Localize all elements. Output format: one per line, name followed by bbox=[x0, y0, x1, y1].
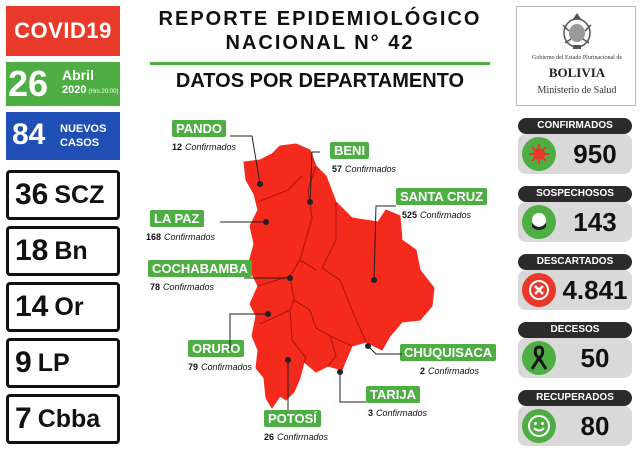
bolivia-map bbox=[140, 110, 510, 455]
dept-abbr: Cbba bbox=[37, 404, 101, 433]
stat-body bbox=[518, 202, 632, 242]
confirmed-word: Confirmados bbox=[277, 432, 329, 442]
dept-new-count: 18 bbox=[15, 234, 49, 267]
confirmed-word: Confirmados bbox=[163, 282, 215, 292]
dept-count-potosi bbox=[264, 432, 328, 442]
logo-country: BOLIVIA bbox=[548, 65, 606, 80]
dept-count-value: 525 bbox=[402, 210, 418, 220]
dept-abbr: Bn bbox=[54, 236, 88, 265]
dept-new-count: 36 bbox=[15, 178, 49, 211]
dept-count-value: 57 bbox=[332, 164, 343, 174]
logo-gov-text: Gobierno del Estado Plurinacional de bbox=[532, 55, 622, 61]
dept-new-count: 9 bbox=[15, 346, 32, 379]
smile-icon bbox=[522, 409, 556, 443]
title-divider bbox=[150, 62, 490, 65]
new-cases-count: 84 bbox=[12, 118, 46, 151]
new-cases-label-1: NUEVOS bbox=[60, 123, 107, 135]
confirmed-word: Confirmados bbox=[201, 362, 253, 372]
stat-card-confirmados bbox=[512, 118, 636, 180]
dept-count-value: 2 bbox=[420, 366, 426, 376]
confirmed-word: Confirmados bbox=[428, 366, 480, 376]
stat-body bbox=[518, 134, 632, 174]
ribbon-icon bbox=[522, 341, 556, 375]
dept-new-cases-box bbox=[6, 282, 120, 332]
date-hour: (Hrs.20:00) bbox=[88, 89, 119, 95]
dept-count-value: 168 bbox=[146, 232, 162, 242]
stat-value: 4.841 bbox=[562, 275, 628, 305]
stat-body bbox=[518, 406, 632, 446]
confirmed-word: Confirmados bbox=[164, 232, 216, 242]
stat-label: SOSPECHOSOS bbox=[518, 186, 632, 202]
dept-abbr: Or bbox=[54, 292, 84, 321]
dept-count-la-paz bbox=[146, 232, 215, 242]
date-day: 26 bbox=[8, 63, 49, 104]
dept-new-cases-box bbox=[6, 226, 120, 276]
dept-count-pando bbox=[172, 142, 236, 152]
title-line-1: REPORTE EPIDEMIOLÓGICO bbox=[158, 8, 482, 30]
dept-count-value: 3 bbox=[368, 408, 374, 418]
dept-new-count: 14 bbox=[15, 290, 49, 323]
stat-card-sospechosos bbox=[512, 186, 636, 248]
dept-label-beni: BENI bbox=[330, 142, 369, 159]
dept-label-potosi: POTOSÍ bbox=[264, 410, 321, 427]
dept-label-tarija: TARIJA bbox=[366, 386, 420, 403]
dept-new-cases-box bbox=[6, 394, 120, 444]
stat-label: CONFIRMADOS bbox=[518, 118, 632, 134]
dept-count-chuquisaca bbox=[420, 366, 479, 376]
stat-card-decesos bbox=[512, 322, 636, 384]
dept-count-santa-cruz bbox=[402, 210, 471, 220]
dept-label-la-paz: LA PAZ bbox=[150, 210, 204, 227]
mask-icon bbox=[522, 205, 556, 239]
dept-new-cases-box bbox=[6, 170, 120, 220]
report-date-box bbox=[6, 62, 120, 106]
left-summary-column bbox=[0, 0, 126, 459]
dept-abbr: LP bbox=[37, 348, 70, 377]
stat-value: 80 bbox=[580, 411, 610, 441]
coat-of-arms-icon bbox=[559, 11, 595, 51]
stat-value: 50 bbox=[580, 343, 610, 373]
stat-value: 950 bbox=[573, 139, 617, 169]
covid19-banner: COVID19 bbox=[6, 6, 120, 56]
dept-new-count: 7 bbox=[15, 402, 32, 435]
dept-label-pando: PANDO bbox=[172, 120, 226, 137]
page-subtitle: DATOS POR DEPARTAMENTO bbox=[175, 70, 465, 92]
stat-label: DESCARTADOS bbox=[518, 254, 632, 270]
dept-count-value: 26 bbox=[264, 432, 275, 442]
stat-card-recuperados bbox=[512, 390, 636, 452]
confirmed-word: Confirmados bbox=[185, 142, 237, 152]
stat-body bbox=[518, 270, 632, 310]
date-year: 2020 bbox=[62, 84, 87, 96]
new-cases-box bbox=[6, 112, 120, 160]
dept-count-value: 12 bbox=[172, 142, 183, 152]
dept-label-chuquisaca: CHUQUISACA bbox=[400, 344, 496, 361]
confirmed-word: Confirmados bbox=[345, 164, 397, 174]
dept-label-oruro: ORURO bbox=[188, 340, 244, 357]
stat-body bbox=[518, 338, 632, 378]
new-cases-label-2: CASOS bbox=[60, 137, 100, 149]
dept-count-tarija bbox=[368, 408, 427, 418]
x-circle-icon bbox=[522, 273, 556, 307]
stat-value: 143 bbox=[573, 207, 617, 237]
ministry-logo bbox=[516, 6, 636, 106]
title-line-2: NACIONAL N° 42 bbox=[225, 32, 415, 54]
dept-abbr: SCZ bbox=[54, 180, 105, 209]
stat-label: DECESOS bbox=[518, 322, 632, 338]
dept-label-santa-cruz: SANTA CRUZ bbox=[396, 188, 487, 205]
stat-card-descartados bbox=[512, 254, 636, 316]
dept-count-value: 79 bbox=[188, 362, 199, 372]
dept-count-beni bbox=[332, 164, 396, 174]
date-month: Abril bbox=[62, 67, 94, 83]
logo-ministry: Ministerio de Salud bbox=[537, 85, 617, 96]
new-cases-label bbox=[60, 122, 106, 150]
virus-icon bbox=[522, 137, 556, 171]
confirmed-word: Confirmados bbox=[420, 210, 472, 220]
stat-label: RECUPERADOS bbox=[518, 390, 632, 406]
date-year-line bbox=[62, 84, 119, 96]
dept-count-value: 78 bbox=[150, 282, 161, 292]
dept-new-cases-box bbox=[6, 338, 120, 388]
dept-count-oruro bbox=[188, 362, 252, 372]
report-title bbox=[140, 8, 500, 55]
dept-label-cochabamba: COCHABAMBA bbox=[148, 260, 252, 277]
confirmed-word: Confirmados bbox=[376, 408, 428, 418]
dept-count-cochabamba bbox=[150, 282, 214, 292]
